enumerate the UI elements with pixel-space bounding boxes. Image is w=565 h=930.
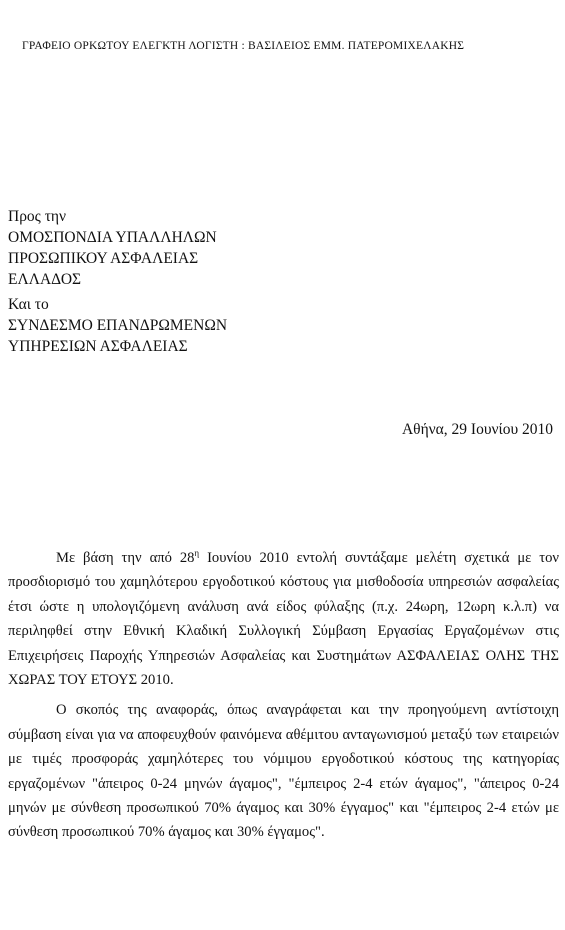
letter-date: Αθήνα, 29 Ιουνίου 2010 [401, 421, 553, 438]
paragraph-text: Ιουνίου 2010 εντολή συντάξαμε μελέτη σχετικά με τον προσδιορισμό του χαμηλότερου εργοδοτικού κόστους για μισθοδοσία υπηρεσιών ασφαλείας έτσι ώστε η υπολογιζόμενη ανάλυση ανά είδος φύλαξης (π.χ. 24ωρη, 12ωρη κ.λ.π) να περιληφθεί στην Εθνική Κλαδική Συλλογική Σύμβαση Εργασίας Εργαζομένων στις Επιχειρήσεις Παροχής Υπηρεσιών Ασφαλείας και Συστημάτων ΑΣΦΑΛΕΙΑΣ ΟΛΗΣ ΤΗΣ ΧΩΡΑΣ ΤΟΥ ΕΤΟΥΣ 2010. [8, 550, 559, 689]
recipient-line: ΟΜΟΣΠΟΝΔΙΑ ΥΠΑΛΛΗΛΩΝ [8, 229, 217, 246]
body-paragraph-2: Ο σκοπός της αναφοράς, όπως αναγράφεται και την προηγούμενη αντίστοιχη σύμβαση είναι για να αποφευχθούν φαινόμενα αθέμιτου ανταγωνισμού μεταξύ των εταιρειών με τιμές προσφοράς χαμηλότερες του νόμιμου εργοδοτικού κόστους της κατηγορίας εργαζομένων "άπειρος 0-24 μηνών άγαμος", "έμπειρος 2-4 ετών άγαμος", "άπειρος 0-24 μηνών με σύνθεση προσωπικού 70% άγαμος και 30% έγγαμος" και "έμπειρος 2-4 ετών με σύνθεση προσωπικού 70% άγαμος και 30% έγγαμος". [8, 702, 559, 841]
recipient-line: ΣΥΝΔΕΣΜΟ ΕΠΑΝΔΡΩΜΕΝΩΝ [8, 317, 228, 334]
body-paragraph-1 [8, 546, 559, 692]
letter-body [8, 546, 559, 851]
recipient-line: ΠΡΟΣΩΠΙΚΟΥ ΑΣΦΑΛΕΙΑΣ [8, 250, 199, 267]
recipient-line: Προς την [8, 208, 67, 225]
recipient-block-association [8, 294, 227, 357]
recipient-line: ΥΠΗΡΕΣΙΩΝ ΑΣΦΑΛΕΙΑΣ [8, 338, 188, 355]
recipient-line: Και το [8, 296, 49, 313]
paragraph-text: Με βάση την από 28 [56, 550, 195, 566]
recipient-block-federation [8, 206, 217, 290]
ordinal-superscript: η [194, 548, 200, 559]
recipient-line: ΕΛΛΑΔΟΣ [8, 271, 82, 288]
letterhead: ΓΡΑΦΕΙΟ ΟΡΚΩΤΟΥ ΕΛΕΓΚΤΗ ΛΟΓΙΣΤΗ : ΒΑΣΙΛΕΙΟΣ ΕΜΜ. ΠΑΤΕΡΟΜΙΧΕΛΑΚΗΣ [22, 40, 465, 52]
